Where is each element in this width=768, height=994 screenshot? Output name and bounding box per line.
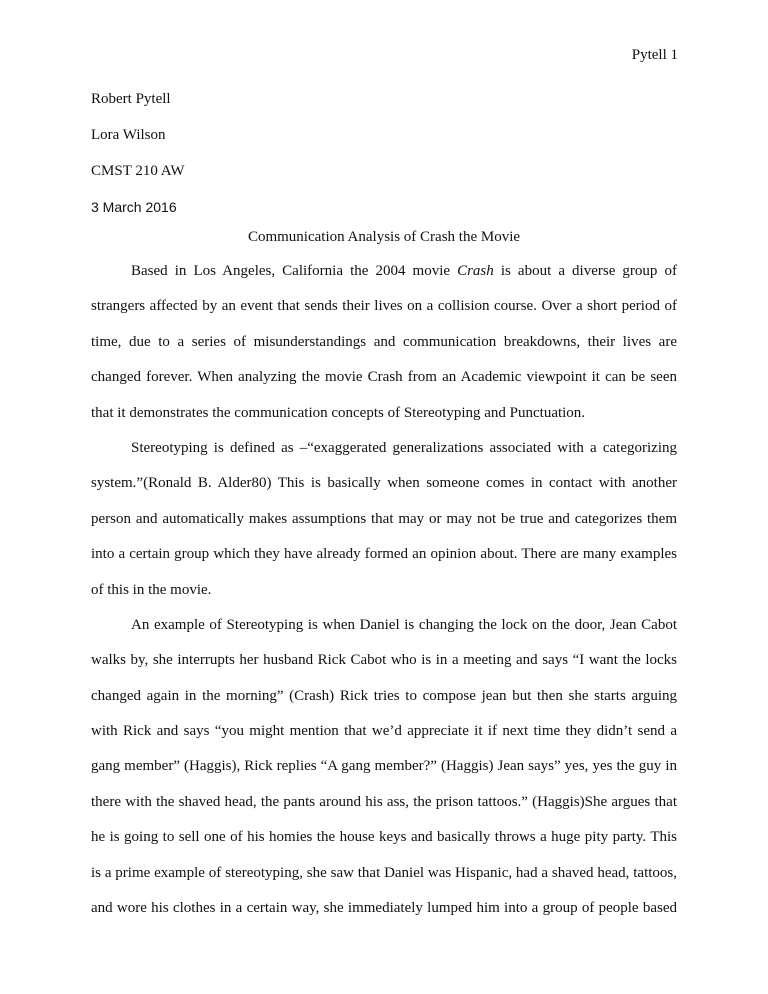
running-head: Pytell 1 [631, 47, 678, 63]
text-line: and wore his clothes in a certain way, she immediately lumped him into a group of people based [91, 900, 677, 917]
document-title: Communication Analysis of Crash the Movie [247, 229, 521, 245]
text-line: system.”(Ronald B. Alder80) This is basically when someone comes in contact with another [91, 475, 677, 492]
text-line: with Rick and says “you might mention that we’d appreciate it if next time they didn’t send a [91, 723, 677, 740]
text-line: time, due to a series of misunderstandings and communication breakdowns, their lives are [91, 333, 677, 350]
body-text [91, 261, 677, 933]
instructor-name: Lora Wilson [91, 127, 166, 143]
text-line: is a prime example of stereotyping, she saw that Daniel was Hispanic, had a shaved head, tattoos, [91, 864, 677, 881]
text-line: changed again in the morning” (Crash) Rick tries to compose jean but then she starts arguing [91, 687, 677, 704]
text-line: he is going to sell one of his homies the house keys and basically throws a huge pity party. This [91, 829, 677, 846]
text-line: into a certain group which they have already formed an opinion about. There are many examples [91, 546, 677, 563]
text-line: gang member” (Haggis), Rick replies “A gang member?” (Haggis) Jean says” yes, yes the guy in [91, 758, 677, 775]
text-line: strangers affected by an event that sends their lives on a collision course. Over a short period of [91, 298, 677, 315]
author-name: Robert Pytell [91, 91, 171, 107]
text-line: walks by, she interrupts her husband Rick Cabot who is in a meeting and says “I want the locks [91, 652, 677, 669]
text-line: An example of Stereotyping is when Daniel is changing the lock on the door, Jean Cabot [131, 616, 677, 633]
text-line: that it demonstrates the communication concepts of Stereotyping and Punctuation. [91, 404, 586, 421]
text-line: Based in Los Angeles, California the 2004 movie Crash is about a diverse group of [131, 263, 677, 279]
text-line: person and automatically makes assumptions that may or may not be true and categorizes them [91, 510, 677, 527]
text-line: there with the shaved head, the pants around his ass, the prison tattoos.” (Haggis)She argues that [91, 793, 677, 810]
mla-heading [91, 89, 681, 233]
text-line: Stereotyping is defined as –“exaggerated generalizations associated with a categorizing [131, 439, 677, 456]
text-line: of this in the movie. [91, 581, 212, 598]
date: 3 March 2016 [91, 199, 177, 215]
course-name: CMST 210 AW [91, 163, 185, 179]
text-line: changed forever. When analyzing the movie Crash from an Academic viewpoint it can be seen [91, 369, 677, 386]
